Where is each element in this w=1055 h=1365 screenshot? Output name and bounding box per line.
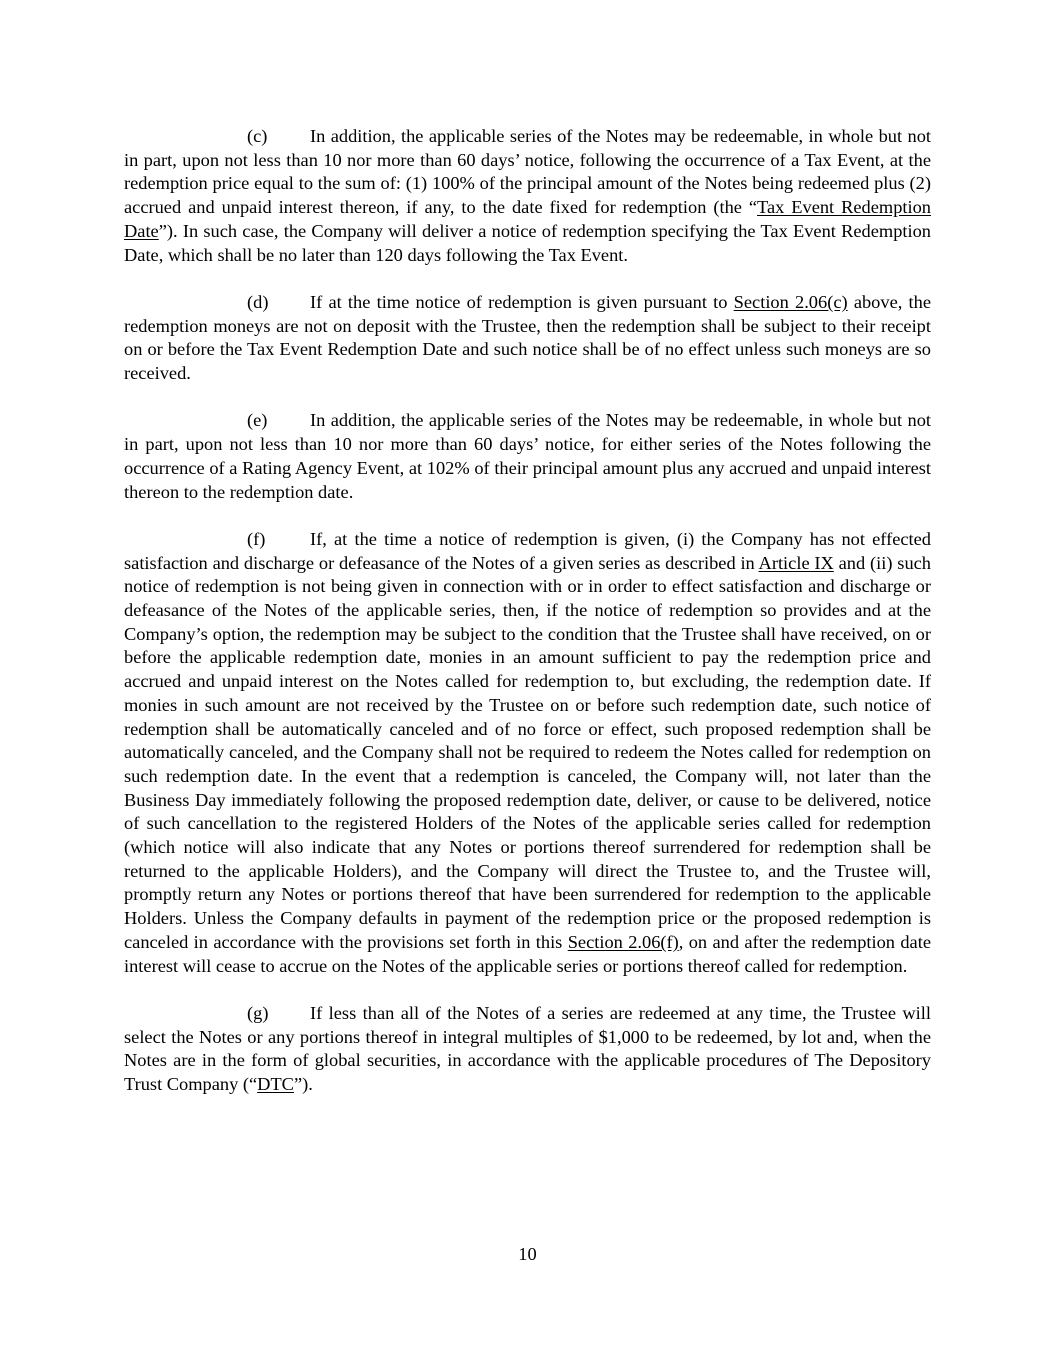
paragraph-label: (c) bbox=[247, 126, 268, 146]
paragraph-g bbox=[124, 1002, 931, 1097]
paragraph-text: ”). In such case, the Company will deliver a notice of redemption specifying the Tax Event Redemption Date, which shall be no later than 120 days following the Tax Event. bbox=[124, 220, 931, 265]
paragraph-text: In addition, the applicable series of the Notes may be redeemable, in whole but not in part, upon not less than 10 nor more than 60 days’ notice, following the occurrence of a Tax Event, at the redemption price equal to the sum of: (1) 100% of the principal amount of the Notes being redeemed plus (2) accrued and unpaid interest thereon, if any, to the date fixed for redemption (the “ bbox=[124, 126, 931, 218]
paragraph-e bbox=[124, 409, 931, 504]
page-number: 10 bbox=[518, 1244, 537, 1264]
cross-reference-section-2-06-c: Section 2.06(c) bbox=[733, 291, 848, 312]
paragraph-label: (g) bbox=[247, 1002, 269, 1023]
paragraph-text: In addition, the applicable series of the Notes may be redeemable, in whole but not in part, upon not less than 10 nor more than 60 days’ notice, for either series of the Notes following the occurrence of a Rating Agency Event, at 102% of their principal amount plus any accrued and unpaid interest thereon to the redemption date. bbox=[124, 410, 931, 502]
paragraph-text: If, at the time a notice of redemption is given, (i) the Company has not effected satisfaction and discharge or defeasance of the Notes of a given series as described in bbox=[124, 528, 931, 573]
paragraph-text: ”). bbox=[293, 1074, 313, 1095]
paragraph-text: If at the time notice of redemption is given pursuant to bbox=[310, 291, 734, 312]
document-body bbox=[124, 125, 931, 1120]
paragraph-d bbox=[124, 291, 931, 386]
paragraph-f bbox=[124, 528, 931, 978]
cross-reference-article-ix: Article IX bbox=[758, 552, 834, 573]
paragraph-text: above, the redemption moneys are not on deposit with the Trustee, then the redemption shall be subject to their receipt on or before the Tax Event Redemption Date and such notice shall be of no effect unless such moneys are so received. bbox=[124, 291, 932, 384]
defined-term-dtc: DTC bbox=[257, 1074, 294, 1095]
paragraph-text: and (ii) such notice of redemption is not being given in connection with or in order to effect satisfaction and discharge or defeasance of the Notes of the applicable series, then, if the notice of redemption so provides and at the Company’s option, the redemption may be subject to the condition that the Trustee shall have received, on or before the applicable redemption date, monies in an amount sufficient to pay the redemption price and accrued and unpaid interest on the Notes called for redemption to, but excluding, the redemption date. If monies in such amount are not received by the Trustee on or before such redemption date, such notice of redemption shall be automatically canceled and of no force or effect, such proposed redemption shall be automatically canceled, and the Company shall not be required to redeem the Notes called for redemption on such redemption date. In the event that a redemption is canceled, the Company will, not later than the Business Day immediately following the proposed redemption date, deliver, or cause to be delivered, notice of such cancellation to the registered Holders of the Notes of the applicable series called for redemption (which notice will also indicate that any Notes or portions thereof surrendered for redemption shall be returned to the applicable Holders), and the Company will direct the Trustee to, and the Trustee will, promptly return any Notes or portions thereof that have been surrendered for redemption to the applicable Holders. Unless the Company defaults in payment of the redemption price or the proposed redemption is canceled in accordance with the provisions set forth in this bbox=[124, 552, 931, 952]
cross-reference-section-2-06-f: Section 2.06(f) bbox=[567, 931, 679, 952]
paragraph-label: (d) bbox=[247, 291, 269, 312]
defined-term-tax-event-redemption-date: Tax Event Redemption Date bbox=[124, 197, 931, 241]
paragraph-c bbox=[124, 125, 931, 267]
paragraph-label: (f) bbox=[247, 528, 266, 549]
paragraph-text: If less than all of the Notes of a series are redeemed at any time, the Trustee will select the Notes or any portions thereof in integral multiples of $1,000 to be redeemed, by lot and, when the Notes are in the form of global securities, in accordance with the applicable procedures of The Depository Trust Company (“ bbox=[124, 1002, 931, 1095]
paragraph-label: (e) bbox=[247, 410, 268, 431]
paragraph-text: , on and after the redemption date interest will cease to accrue on the Notes of the applicable series or portions thereof called for redemption. bbox=[124, 931, 931, 976]
